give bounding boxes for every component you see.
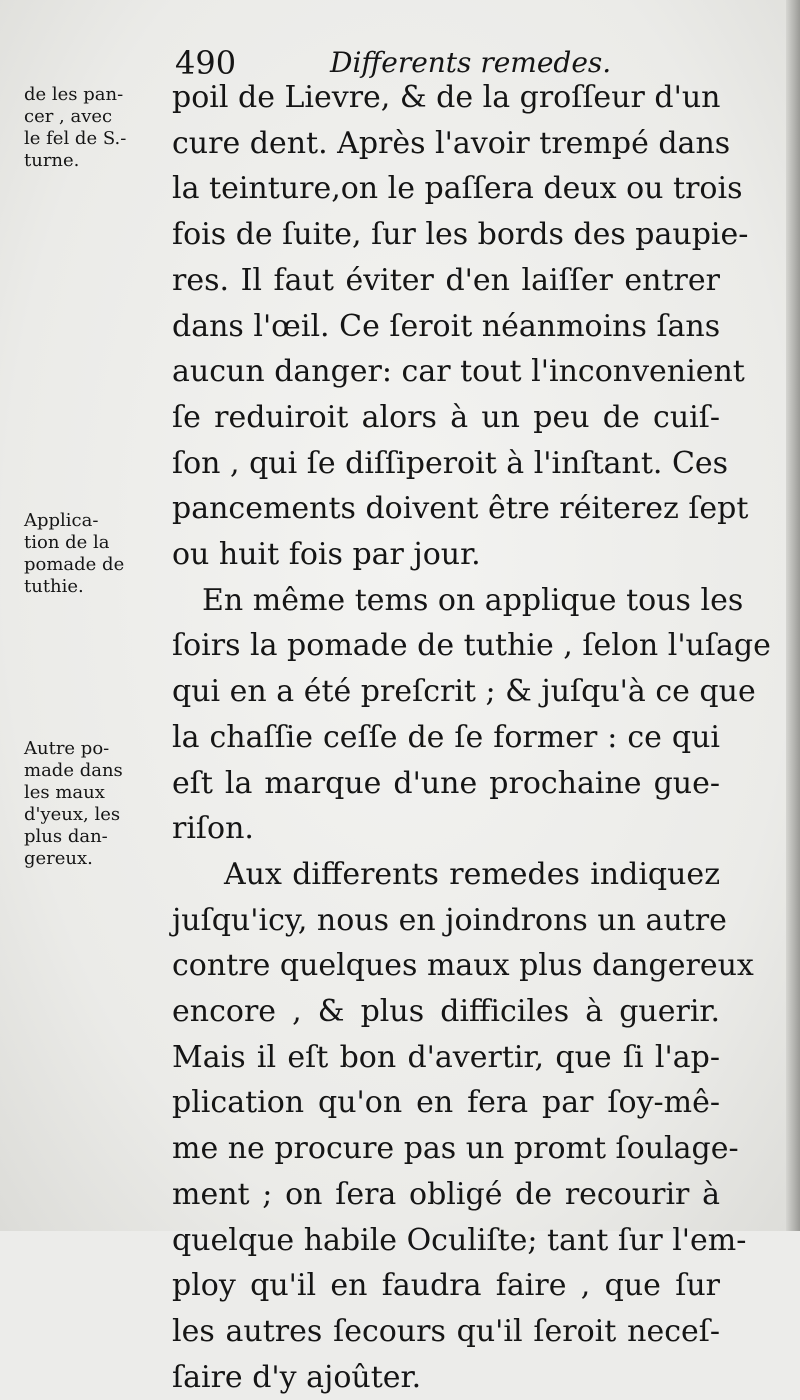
page-number: 490 <box>175 44 237 82</box>
body-line: la teinture,on le paſſera deux ou trois <box>172 171 743 207</box>
body-line: juſqu'icy, nous en joindrons un autre <box>172 902 727 938</box>
body-line: les autres ſecours qu'il ſeroit neceſ- <box>172 1313 720 1349</box>
body-line: contre quelques maux plus dangereux <box>172 948 754 984</box>
body-line: plication qu'on en fera par ſoy-mê- <box>172 1085 720 1121</box>
body-line: me ne procure pas un promt ſoulage- <box>172 1131 739 1167</box>
margin-note-autre-pomade <box>24 738 174 870</box>
margin-note-line: tion de la <box>24 532 110 553</box>
margin-note-line: gereux. <box>24 848 93 869</box>
body-text <box>172 75 771 1400</box>
body-line: Mais il eſt bon d'avertir, que ſi l'ap- <box>172 1039 720 1075</box>
body-line: ploy qu'il en faudra faire , que ſur <box>172 1268 720 1304</box>
body-line: ou huit fois par jour. <box>172 537 481 573</box>
body-line: res. Il faut éviter d'en laiſſer entrer <box>172 262 720 298</box>
margin-note-application <box>24 510 174 598</box>
body-line: ſon , qui ſe diſſiperoit à l'inſtant. Ces <box>172 445 729 481</box>
body-line: poil de Lievre, & de la groſſeur d'un <box>172 80 721 115</box>
margin-note-line: de les pan- <box>24 84 124 105</box>
body-line: aucun danger: car tout l'inconvenient <box>172 354 745 390</box>
body-line: la chaſſie ceſſe de ſe former : ce qui <box>172 719 720 755</box>
body-line: pancements doivent être réiterez ſept <box>172 491 749 527</box>
margin-note-line: Applica- <box>24 510 99 531</box>
body-line: qui en a été preſcrit ; & juſqu'à ce que <box>172 674 756 710</box>
page-edge-shadow <box>786 0 800 1231</box>
body-line: riſon. <box>172 811 254 847</box>
running-title: Differents remedes. <box>330 46 612 79</box>
margin-note-line: le fel de S.- <box>24 128 127 149</box>
margin-note-line: cer , avec <box>24 106 113 127</box>
body-line: quelque habile Oculiſte; tant ſur l'em- <box>172 1222 747 1258</box>
margin-note-line: plus dan- <box>24 826 108 847</box>
body-line: ſoirs la pomade de tuthie , ſelon l'uſage <box>172 628 771 664</box>
margin-note-line: turne. <box>24 150 80 171</box>
body-line: cure dent. Après l'avoir trempé dans <box>172 125 731 161</box>
margin-note-pancer <box>24 84 174 172</box>
margin-note-line: les maux <box>24 782 105 803</box>
margin-note-line: tuthie. <box>24 576 84 597</box>
margin-note-line: d'yeux, les <box>24 804 121 825</box>
body-line: eſt la marque d'une prochaine gue- <box>172 765 720 801</box>
margin-note-line: pomade de <box>24 554 125 575</box>
body-line: En même tems on applique tous les <box>202 582 744 618</box>
body-line: fois de ſuite, ſur les bords des paupie- <box>172 217 749 253</box>
body-line: dans l'œil. Ce ſeroit néanmoins ſans <box>172 308 721 344</box>
body-line: ſe reduiroit alors à un peu de cuiſ- <box>172 399 720 435</box>
body-line: Aux differents remedes indiquez <box>224 856 720 892</box>
body-line: encore , & plus difficiles à guerir. <box>172 994 720 1030</box>
margin-note-line: made dans <box>24 760 123 781</box>
body-line: ſaire d'y ajoûter. <box>172 1359 422 1395</box>
body-line: ment ; on ſera obligé de recourir à <box>172 1176 720 1212</box>
margin-note-line: Autre po- <box>24 738 110 759</box>
